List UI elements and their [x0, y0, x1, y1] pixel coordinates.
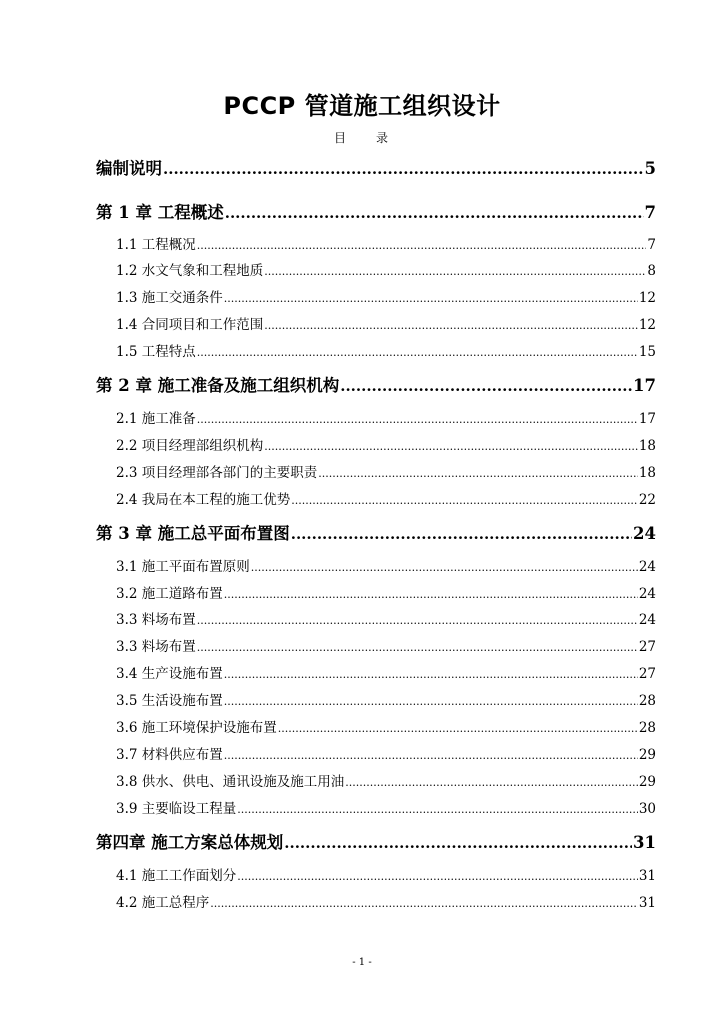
- toc-section-entry[interactable]: [116, 313, 656, 333]
- toc-dot-leader: [318, 465, 638, 481]
- toc-entry-page-number: 7: [647, 237, 656, 253]
- toc-entry-label: 3.4 生产设施布置: [116, 666, 223, 682]
- toc-entry-label: 3.6 施工环境保护设施布置: [116, 720, 277, 736]
- toc-entry-page-number: 31: [638, 868, 656, 884]
- document-title: PCCP 管道施工组织设计: [223, 92, 501, 120]
- toc-section-entry[interactable]: [116, 891, 656, 911]
- toc-entry-label: 1.1 工程概况: [116, 237, 196, 253]
- toc-entry-label: 第 3 章 施工总平面布置图: [96, 524, 290, 543]
- toc-entry-page-number: 22: [638, 492, 656, 508]
- toc-entry-page-number: 18: [638, 438, 656, 454]
- toc-entry-label: 2.3 项目经理部各部门的主要职责: [116, 465, 318, 481]
- toc-heading-right: 录: [376, 131, 391, 145]
- toc-dot-leader: [264, 438, 638, 454]
- toc-dot-leader: [224, 693, 638, 709]
- toc-section-entry[interactable]: [116, 555, 656, 575]
- toc-chapter-entry[interactable]: [96, 199, 656, 223]
- toc-entry-label: 3.9 主要临设工程量: [116, 801, 237, 817]
- toc-dot-leader: [251, 559, 638, 575]
- toc-entry-page-number: 12: [638, 317, 656, 333]
- toc-dot-leader: [197, 411, 638, 427]
- toc-entry-page-number: 7: [644, 203, 656, 222]
- toc-dot-leader: [291, 492, 638, 508]
- toc-entry-page-number: 29: [638, 747, 656, 763]
- toc-dot-leader: [224, 666, 638, 682]
- toc-dot-leader: [197, 237, 647, 253]
- toc-dot-leader: [225, 203, 644, 222]
- toc-entry-page-number: 27: [638, 666, 656, 682]
- toc-dot-leader: [237, 801, 638, 817]
- toc-entry-page-number: 28: [638, 720, 656, 736]
- toc-dot-leader: [197, 344, 638, 360]
- toc-dot-leader: [284, 833, 632, 852]
- toc-section-entry[interactable]: [116, 582, 656, 602]
- toc-entry-label: 2.4 我局在本工程的施工优势: [116, 492, 291, 508]
- toc-section-entry[interactable]: [116, 407, 656, 427]
- toc-entry-label: 2.1 施工准备: [116, 411, 196, 427]
- toc-entry-page-number: 17: [633, 376, 656, 395]
- toc-chapter-entry[interactable]: [96, 520, 656, 544]
- toc-section-entry[interactable]: [116, 635, 656, 655]
- toc-dot-leader: [291, 524, 632, 543]
- toc-entry-label: 1.5 工程特点: [116, 344, 196, 360]
- toc-chapter-entry[interactable]: [96, 372, 656, 396]
- toc-entry-label: 3.7 材料供应布置: [116, 747, 223, 763]
- toc-entry-label: 编制说明: [96, 159, 162, 178]
- toc-entry-page-number: 17: [638, 411, 656, 427]
- toc-entry-page-number: 30: [638, 801, 656, 817]
- toc-section-entry[interactable]: [116, 689, 656, 709]
- toc-entry-label: 1.3 施工交通条件: [116, 290, 223, 306]
- toc-entry-page-number: 29: [638, 774, 656, 790]
- toc-entry-label: 3.1 施工平面布置原则: [116, 559, 250, 575]
- toc-entry-label: 第四章 施工方案总体规划: [96, 833, 284, 852]
- toc-entry-label: 4.2 施工总程序: [116, 895, 210, 911]
- toc-entry-page-number: 24: [633, 524, 656, 543]
- toc-dot-leader: [237, 868, 638, 884]
- toc-dot-leader: [197, 612, 638, 628]
- toc-section-entry[interactable]: [116, 743, 656, 763]
- toc-section-entry[interactable]: [116, 716, 656, 736]
- toc-dot-leader: [264, 263, 646, 279]
- toc-dot-leader: [224, 747, 638, 763]
- toc-dot-leader: [210, 895, 638, 911]
- toc-entry-page-number: 31: [633, 833, 656, 852]
- toc-entry-page-number: 5: [644, 159, 656, 178]
- toc-section-entry[interactable]: [116, 797, 656, 817]
- toc-dot-leader: [224, 586, 638, 602]
- toc-entry-label: 3.3 料场布置: [116, 612, 196, 628]
- toc-dot-leader: [340, 376, 632, 395]
- toc-section-entry[interactable]: [116, 233, 656, 253]
- toc-entry-label: 3.5 生活设施布置: [116, 693, 223, 709]
- toc-entry-label: 3.3 料场布置: [116, 639, 196, 655]
- toc-dot-leader: [345, 774, 638, 790]
- page-number-footer: - 1 -: [352, 957, 372, 968]
- toc-section-entry[interactable]: [116, 286, 656, 306]
- toc-section-entry[interactable]: [116, 864, 656, 884]
- toc-entry-label: 3.8 供水、供电、通讯设施及施工用油: [116, 774, 345, 790]
- toc-entry-page-number: 31: [638, 895, 656, 911]
- toc-section-entry[interactable]: [116, 340, 656, 360]
- toc-entry-page-number: 8: [647, 263, 656, 279]
- toc-section-entry[interactable]: [116, 461, 656, 481]
- toc-entry-label: 1.4 合同项目和工作范围: [116, 317, 264, 333]
- toc-entry-label: 4.1 施工工作面划分: [116, 868, 237, 884]
- toc-section-entry[interactable]: [116, 259, 656, 279]
- toc-chapter-entry[interactable]: [96, 829, 656, 853]
- toc-entry-page-number: 24: [638, 612, 656, 628]
- toc-dot-leader: [197, 639, 638, 655]
- toc-dot-leader: [278, 720, 638, 736]
- toc-chapter-entry[interactable]: [96, 155, 656, 179]
- toc-section-entry[interactable]: [116, 770, 656, 790]
- toc-entry-page-number: 18: [638, 465, 656, 481]
- toc-dot-leader: [163, 159, 644, 178]
- toc-heading-left: 目: [333, 131, 348, 145]
- toc-dot-leader: [264, 317, 638, 333]
- toc-entry-label: 第 2 章 施工准备及施工组织机构: [96, 376, 340, 395]
- toc-entry-label: 3.2 施工道路布置: [116, 586, 223, 602]
- toc-section-entry[interactable]: [116, 488, 656, 508]
- toc-dot-leader: [224, 290, 638, 306]
- toc-entry-page-number: 24: [638, 586, 656, 602]
- toc-entry-page-number: 15: [638, 344, 656, 360]
- toc-entry-label: 1.2 水文气象和工程地质: [116, 263, 264, 279]
- toc-entry-label: 2.2 项目经理部组织机构: [116, 438, 264, 454]
- toc-entry-page-number: 27: [638, 639, 656, 655]
- toc-heading: [0, 129, 724, 146]
- toc-section-entry[interactable]: [116, 434, 656, 454]
- toc-entry-page-number: 24: [638, 559, 656, 575]
- toc-entry-page-number: 28: [638, 693, 656, 709]
- toc-entry-page-number: 12: [638, 290, 656, 306]
- toc-section-entry[interactable]: [116, 608, 656, 628]
- toc-section-entry[interactable]: [116, 662, 656, 682]
- toc-entry-label: 第 1 章 工程概述: [96, 203, 224, 222]
